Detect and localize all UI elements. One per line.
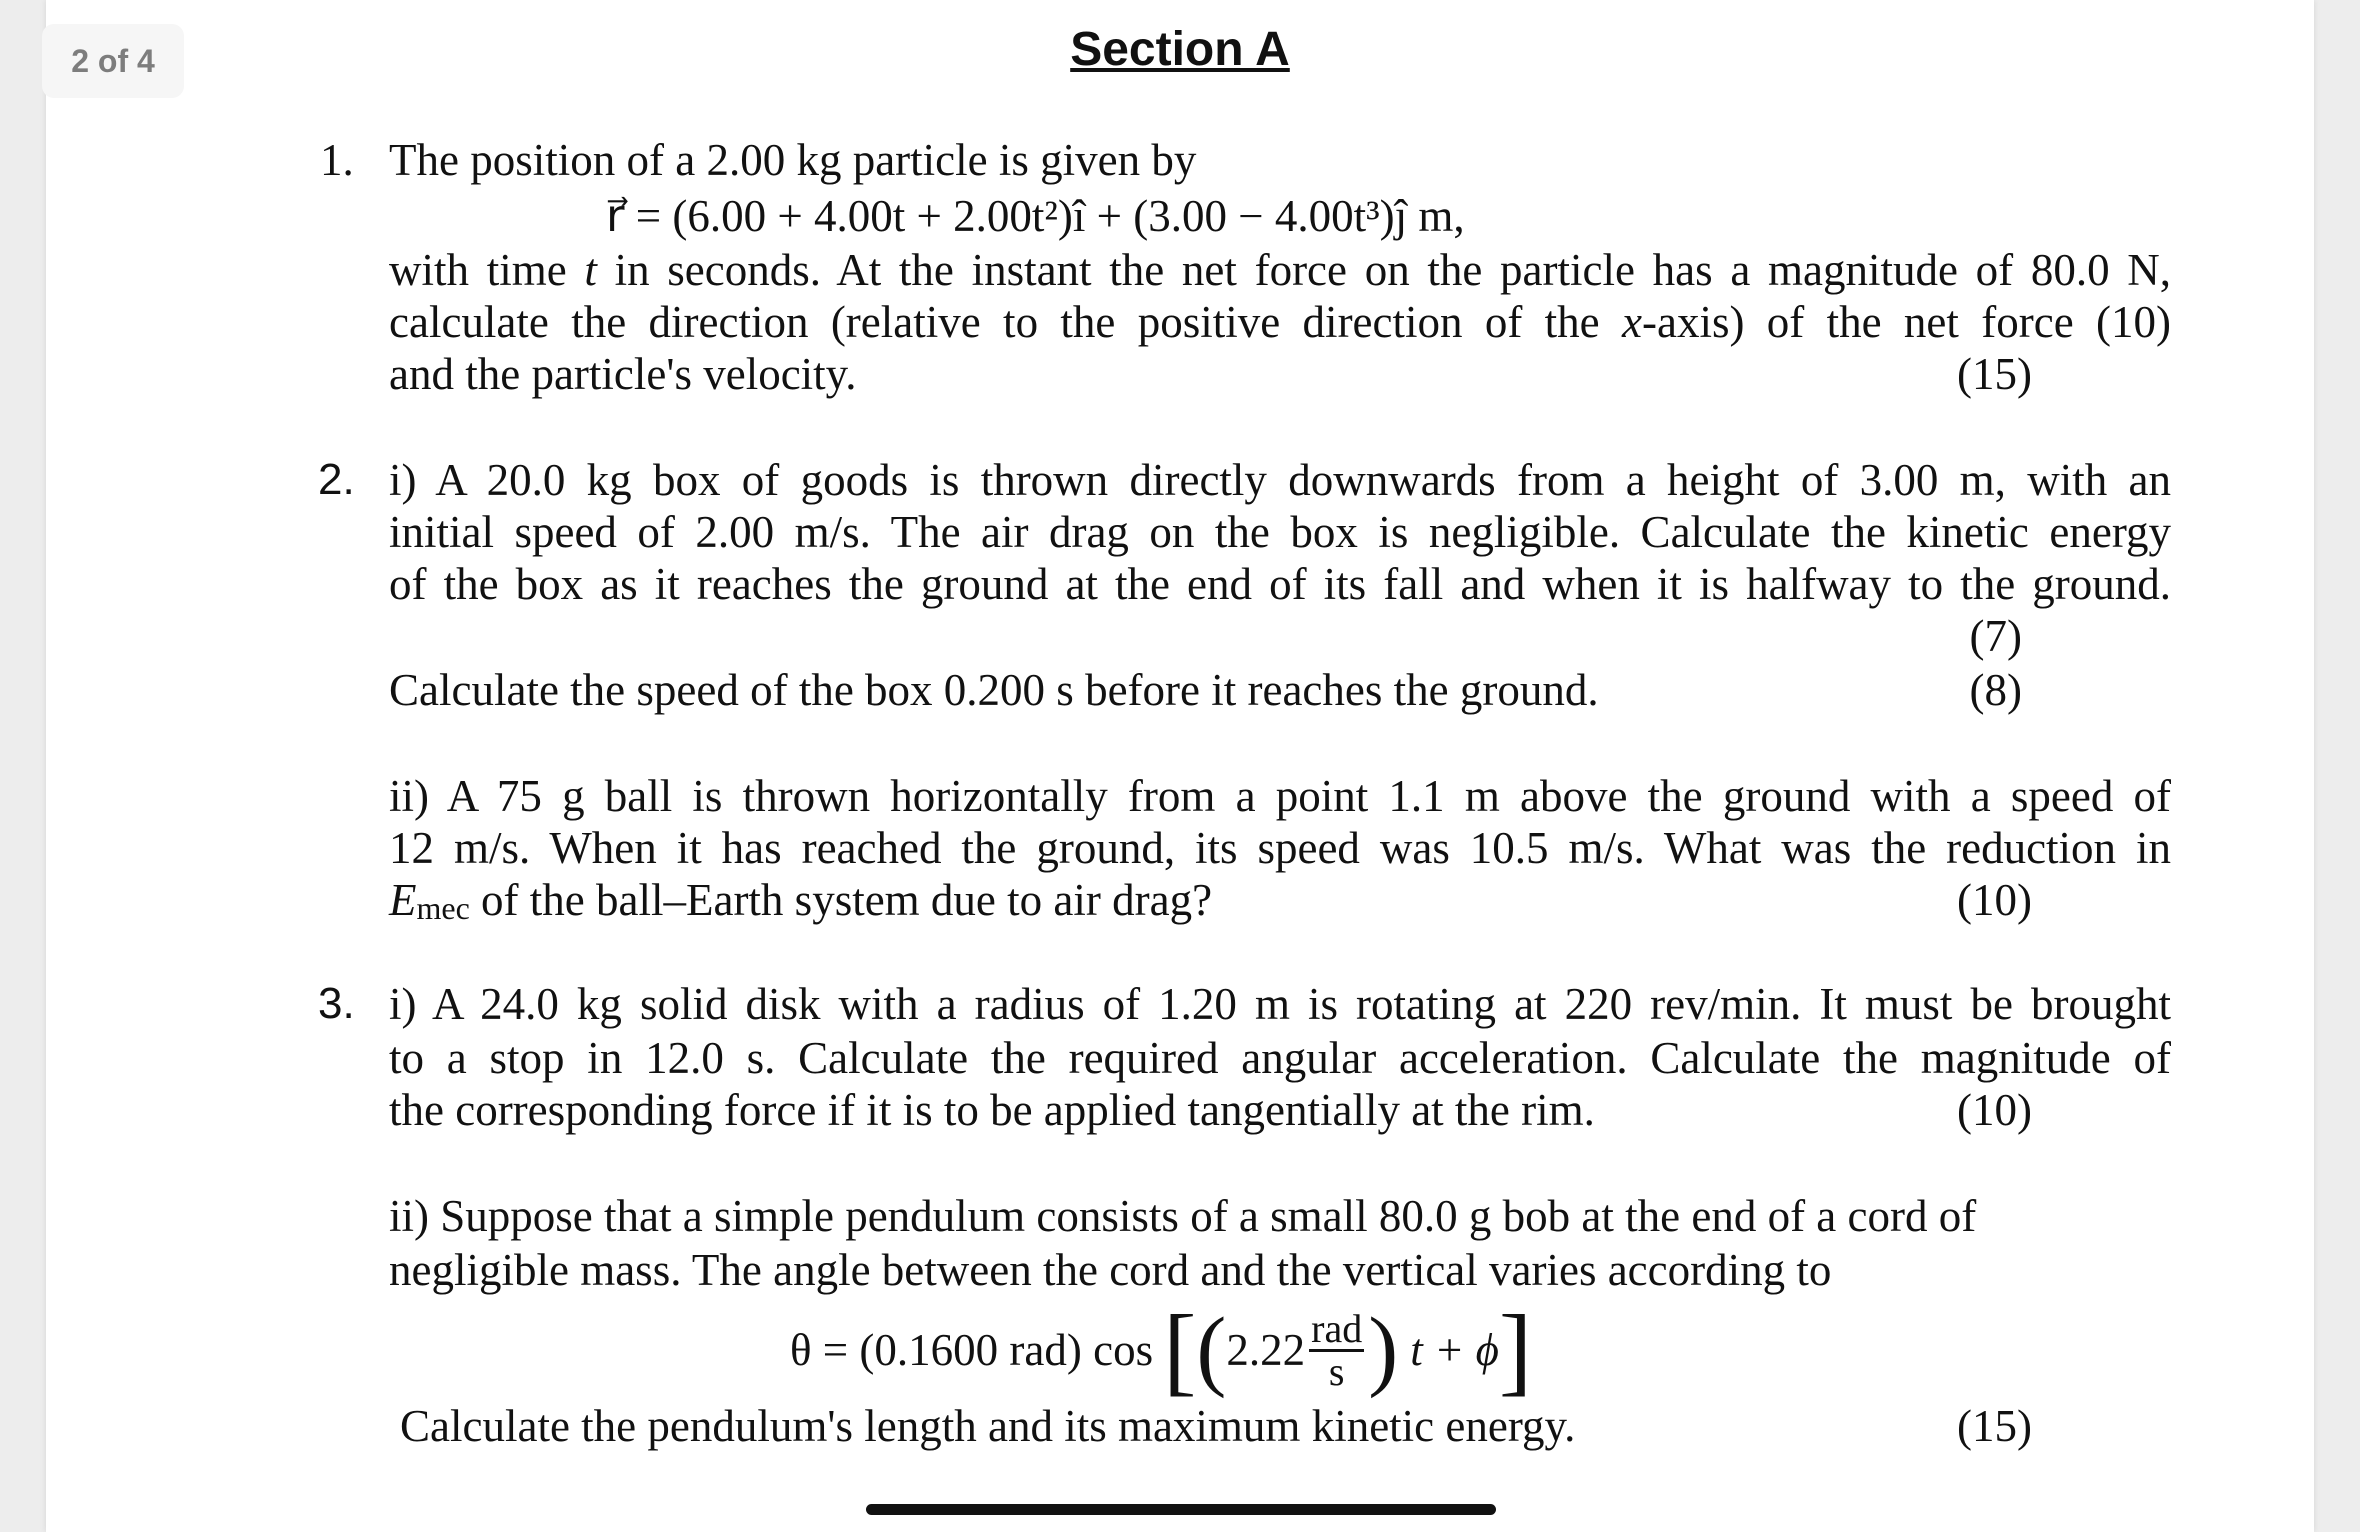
q3-number: 3.	[318, 979, 355, 1028]
q3-part-ii-mark: (15)	[1957, 1401, 2032, 1451]
q2-part-i-line3: of the box as it reaches the ground at the end of its fall and when it is halfway to the ground.	[389, 559, 2171, 609]
q1-mark: (15)	[1957, 349, 2032, 399]
pendulum-equation: θ = (0.1600 rad) cos [ ( 2.22 $\frac{\text{rad}}{s}$ ) t + ϕ ]	[790, 1294, 1533, 1405]
q2-part-i-mark-b: (8)	[1969, 665, 2022, 715]
q2-part-i-line4: Calculate the speed of the box 0.200 s before it reaches the ground.	[389, 665, 1599, 715]
q3-part-i-line2: to a stop in 12.0 s. Calculate the required angular acceleration. Calculate the magnitude of	[389, 1033, 2171, 1083]
section-title: Section A	[1070, 23, 1290, 76]
eq-fraction-denominator: s	[1328, 1348, 1345, 1394]
home-indicator-bar[interactable]	[866, 1504, 1496, 1515]
eq-fraction	[1309, 1305, 1364, 1394]
q1-line1: The position of a 2.00 kg particle is given by	[389, 135, 1197, 185]
q3-part-i-mark: (10)	[1957, 1085, 2032, 1135]
q3-part-ii-line2: negligible mass. The angle between the cord and the vertical varies according to	[389, 1245, 1832, 1295]
q3-part-i-line3: the corresponding force if it is to be applied tangentially at the rim.	[389, 1085, 1595, 1135]
page-indicator-label: 2 of 4	[71, 42, 155, 79]
q2-part-i-line2: initial speed of 2.00 m/s. The air drag on the box is negligible. Calculate the kinetic energy	[389, 507, 2171, 557]
q1-line4: and the particle's velocity.	[389, 349, 857, 399]
q2-part-ii-line2: 12 m/s. When it has reached the ground, its speed was 10.5 m/s. What was the reduction in	[389, 823, 2171, 873]
q2-part-ii-line3: Emec of the ball–Earth system due to air drag?	[389, 875, 1213, 926]
eq-fraction-numerator: rad	[1311, 1305, 1363, 1351]
eq-coefficient: 2.22	[1226, 1325, 1306, 1375]
q3-part-i-line1: i) A 24.0 kg solid disk with a radius of 1.20 m is rotating at 220 rev/min. It must be brought	[389, 979, 2171, 1029]
q2-part-ii-mark: (10)	[1957, 875, 2032, 925]
eq-lhs: θ = (0.1600 rad) cos	[790, 1325, 1154, 1375]
eq-rhs: t + ϕ	[1410, 1325, 1499, 1375]
q2-part-i-mark-a: (7)	[1969, 611, 2022, 661]
q3-part-ii-line1: ii) Suppose that a simple pendulum consists of a small 80.0 g bob at the end of a cord of	[389, 1191, 1977, 1241]
q2-part-i-line1: i) A 20.0 kg box of goods is thrown directly downwards from a height of 3.00 m, with an	[389, 455, 2171, 505]
q1-line2: with time t in seconds. At the instant the net force on the particle has a magnitude of 80.0 N,	[389, 245, 2172, 295]
q3-part-ii-line3: Calculate the pendulum's length and its maximum kinetic energy.	[400, 1401, 1576, 1451]
q1-number: 1.	[320, 135, 354, 185]
q1-equation: r⃗ = (6.00 + 4.00t + 2.00t²)î + (3.00 − 4.00t³)ĵ m,	[606, 191, 1465, 241]
q2-number: 2.	[318, 455, 355, 504]
q2-part-ii-line1: ii) A 75 g ball is thrown horizontally from a point 1.1 m above the ground with a speed of	[389, 771, 2171, 821]
q1-line3: calculate the direction (relative to the positive direction of the x-axis) of the net force (10)	[389, 297, 2171, 347]
